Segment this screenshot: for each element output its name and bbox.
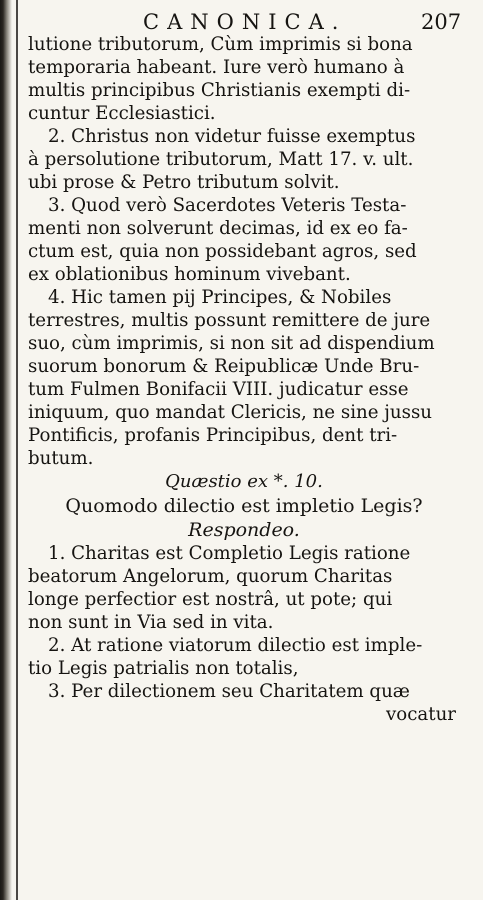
- text-line: ctum est, quia non possidebant agros, sed: [28, 241, 417, 262]
- text-line: terrestres, multis possunt remittere de jure: [28, 310, 431, 331]
- text-line: beatorum Angelorum, quorum Charitas: [28, 566, 393, 587]
- page-number: 207: [421, 10, 462, 34]
- text-block: [28, 33, 460, 726]
- text-line: multis principibus Christianis exempti di-: [28, 80, 411, 101]
- text-line: à persolutione tributorum, Matt 17. v. ult.: [28, 149, 414, 170]
- text-line: longe perfectior est nostrâ, ut pote; qui: [28, 589, 393, 610]
- binding-shadow: [0, 0, 12, 900]
- text-line: tum Fulmen Bonifacii VIII. judicatur esse: [28, 379, 409, 400]
- response-label: Respondeo.: [188, 519, 300, 541]
- question-heading: Quæstio ex *. 10.: [165, 471, 323, 492]
- gutter-line: [16, 0, 18, 900]
- text-line: non sunt in Via sed in vita.: [28, 612, 274, 633]
- text-line: butum.: [28, 448, 94, 469]
- text-line: iniquum, quo mandat Clericis, ne sine jussu: [28, 402, 432, 423]
- text-line: ubi prose & Petro tributum solvit.: [28, 172, 340, 193]
- answer-1-start: 1. Charitas est Completio Legis ratione: [48, 543, 411, 564]
- text-line: menti non solverunt decimas, id ex eo fa-: [28, 218, 408, 239]
- answer-2-start: 2. At ratione viatorum dilectio est imple-: [48, 635, 423, 656]
- text-line: suorum bonorum & Reipublicæ Unde Bru-: [28, 356, 420, 377]
- text-line: suo, cùm imprimis, si non sit ad dispendium: [28, 333, 435, 354]
- catchword: vocatur: [386, 704, 456, 725]
- text-line: lutione tributorum, Cùm imprimis si bona: [28, 34, 413, 55]
- text-line: temporaria habeant. Iure verò humano à: [28, 57, 405, 78]
- answer-3-start: 3. Per dilectionem seu Charitatem quæ: [48, 681, 410, 702]
- paragraph-2-start: 2. Christus non videtur fuisse exemptus: [48, 126, 416, 147]
- paragraph-3-start: 3. Quod verò Sacerdotes Veteris Testa-: [48, 195, 407, 216]
- text-line: Pontificis, profanis Principibus, dent tri-: [28, 425, 398, 446]
- text-line: tio Legis patrialis non totalis,: [28, 658, 299, 679]
- question-subheading: Quomodo dilectio est impletio Legis?: [65, 495, 423, 517]
- text-line: ex oblationibus hominum vivebant.: [28, 264, 351, 285]
- paragraph-4-start: 4. Hic tamen pij Principes, & Nobiles: [48, 287, 392, 308]
- running-head-title: CANONICA.: [143, 10, 347, 34]
- text-line: cuntur Ecclesiastici.: [28, 103, 216, 124]
